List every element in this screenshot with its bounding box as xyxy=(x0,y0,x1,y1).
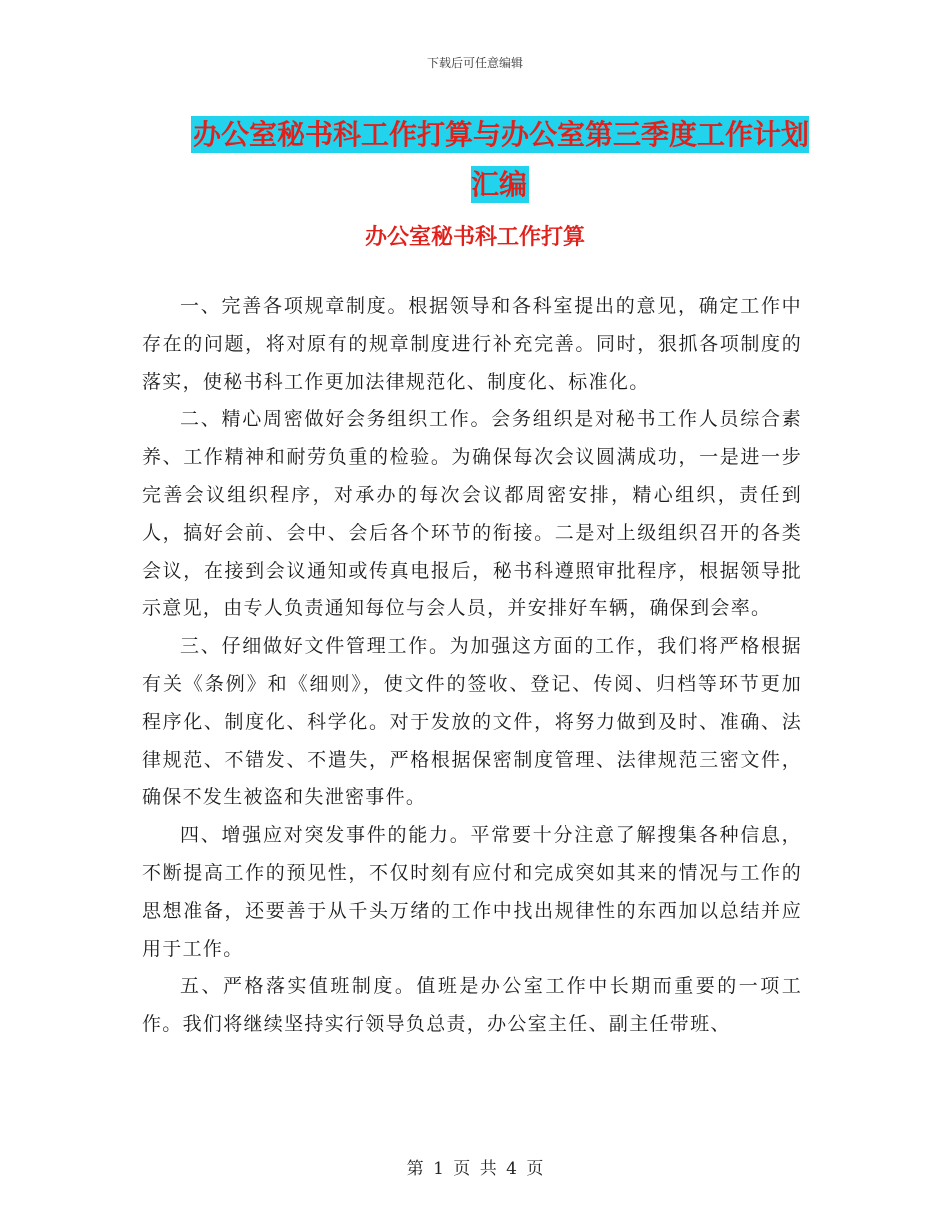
page-header-note: 下载后可任意编辑 xyxy=(426,56,523,70)
section-title: 办公室秘书科工作打算 xyxy=(364,225,585,250)
paragraph-3: 三、仔细做好文件管理工作。为加强这方面的工作，我们将严格根据有关《条例》和《细则》，使文件的签收、登记、传阅、归档等环节更加程序化、制度化、科学化。对于发放的文件，将努力做到及时、准确、法律规范、不错发、不遣失，严格根据保密制度管理、法律规范三密文件，确保不发生被盗和失泄密事件。 xyxy=(142,635,802,809)
document-title xyxy=(190,110,810,210)
paragraph-5: 五、严格落实值班制度。值班是办公室工作中长期而重要的一项工作。我们将继续坚持实行领导负总责，办公室主任、副主任带班、 xyxy=(142,975,802,1036)
paragraph-2: 二、精心周密做好会务组织工作。会务组织是对秘书工作人员综合素养、工作精神和耐劳负重的检验。为确保每次会议圆满成功，一是进一步完善会议组织程序，对承办的每次会议都周密安排，精心组织，责任到人，搞好会前、会中、会后各个环节的衔接。二是对上级组织召开的各类会议，在接到会议通知或传真电报后，秘书科遵照审批程序，根据领导批示意见，由专人负责通知每位与会人员，并安排好车辆，确保到会率。 xyxy=(142,408,802,620)
document-title-text: 办公室秘书科工作打算与办公室第三季度工作计划汇编 xyxy=(192,118,809,201)
paragraph-1: 一、完善各项规章制度。根据领导和各科室提出的意见，确定工作中存在的问题，将对原有的规章制度进行补充完善。同时，狠抓各项制度的落实，使秘书科工作更加法律规范化、制度化、标准化。 xyxy=(142,295,802,393)
paragraph-4: 四、增强应对突发事件的能力。平常要十分注意了解搜集各种信息，不断提高工作的预见性，不仅时刻有应付和完成突如其来的情况与工作的思想准备，还要善于从千头万绪的工作中找出规律性的东西加以总结并应用于工作。 xyxy=(142,824,802,960)
page-footer-page-number: 第 1 页 共 4 页 xyxy=(406,1159,544,1179)
document-body xyxy=(142,288,802,1044)
